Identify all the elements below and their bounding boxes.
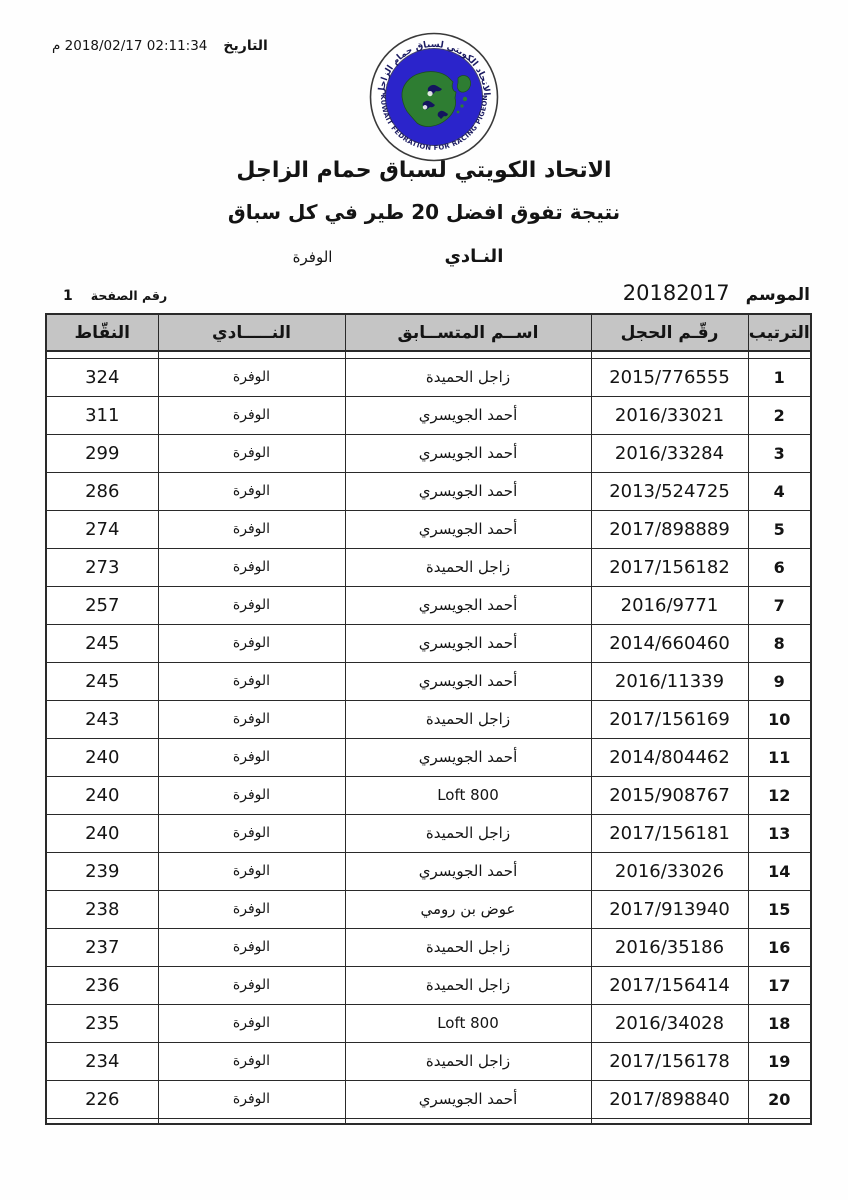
cell-club: الوفرة <box>158 1042 345 1080</box>
cell-club: الوفرة <box>158 510 345 548</box>
cell-club: الوفرة <box>158 890 345 928</box>
cell-club: الوفرة <box>158 966 345 1004</box>
cell-ring-number: 2016/35186 <box>591 928 748 966</box>
cell-competitor-name: عوض بن رومي <box>345 890 591 928</box>
cell-rank: 12 <box>748 776 811 814</box>
header-club: النـــــادي <box>158 314 345 351</box>
cell-club: الوفرة <box>158 1080 345 1118</box>
cell-competitor-name: أحمد الجويسري <box>345 1080 591 1118</box>
header-rank: الترتيب <box>748 314 811 351</box>
cell-points: 235 <box>46 1004 158 1042</box>
cell-ring-number: 2015/908767 <box>591 776 748 814</box>
cell-points: 236 <box>46 966 158 1004</box>
cell-points: 257 <box>46 586 158 624</box>
cell-points: 273 <box>46 548 158 586</box>
table-row <box>46 396 811 434</box>
cell-points: 239 <box>46 852 158 890</box>
cell-club: الوفرة <box>158 1004 345 1042</box>
cell-competitor-name: زاجل الحميدة <box>345 928 591 966</box>
cell-ring-number: 2016/33021 <box>591 396 748 434</box>
cell-club: الوفرة <box>158 358 345 396</box>
cell-rank: 13 <box>748 814 811 852</box>
cell-ring-number: 2017/156414 <box>591 966 748 1004</box>
cell-ring-number: 2016/33284 <box>591 434 748 472</box>
table-row <box>46 966 811 1004</box>
table-header-row <box>46 314 811 351</box>
cell-points: 274 <box>46 510 158 548</box>
table-row <box>46 890 811 928</box>
table-row <box>46 548 811 586</box>
cell-competitor-name: أحمد الجويسري <box>345 472 591 510</box>
cell-ring-number: 2015/776555 <box>591 358 748 396</box>
cell-competitor-name: Loft 800 <box>345 1004 591 1042</box>
season-page-row <box>45 281 810 305</box>
cell-ring-number: 2016/34028 <box>591 1004 748 1042</box>
cell-points: 245 <box>46 662 158 700</box>
cell-club: الوفرة <box>158 624 345 662</box>
result-title: نتيجة تفوق افضل 20 طير في كل سباق <box>227 200 621 224</box>
cell-competitor-name: أحمد الجويسري <box>345 852 591 890</box>
table-row <box>46 776 811 814</box>
cell-points: 237 <box>46 928 158 966</box>
cell-club: الوفرة <box>158 662 345 700</box>
cell-club: الوفرة <box>158 434 345 472</box>
cell-rank: 5 <box>748 510 811 548</box>
cell-ring-number: 2017/898889 <box>591 510 748 548</box>
cell-club: الوفرة <box>158 548 345 586</box>
page-number-label: رقم الصفحة <box>90 288 168 303</box>
cell-points: 299 <box>46 434 158 472</box>
federation-logo <box>368 31 500 163</box>
table-row <box>46 472 811 510</box>
table-row <box>46 434 811 472</box>
cell-rank: 8 <box>748 624 811 662</box>
cell-club: الوفرة <box>158 852 345 890</box>
page-number-group <box>45 288 167 304</box>
date-label: التاريخ <box>223 38 268 54</box>
results-body <box>46 358 811 1118</box>
cell-ring-number: 2017/898840 <box>591 1080 748 1118</box>
cell-ring-number: 2014/660460 <box>591 624 748 662</box>
cell-club: الوفرة <box>158 472 345 510</box>
federation-logo-icon <box>368 31 500 163</box>
cell-ring-number: 2017/156181 <box>591 814 748 852</box>
cell-points: 286 <box>46 472 158 510</box>
cell-ring-number: 2016/33026 <box>591 852 748 890</box>
header-ring-number: رقّـم الحجل <box>591 314 748 351</box>
cell-ring-number: 2016/11339 <box>591 662 748 700</box>
cell-ring-number: 2017/156169 <box>591 700 748 738</box>
club-label: النـادي <box>444 246 504 267</box>
header-gap-row <box>46 351 811 358</box>
cell-points: 238 <box>46 890 158 928</box>
cell-points: 240 <box>46 738 158 776</box>
cell-club: الوفرة <box>158 586 345 624</box>
cell-points: 243 <box>46 700 158 738</box>
club-line <box>0 246 822 267</box>
cell-ring-number: 2017/156182 <box>591 548 748 586</box>
cell-rank: 9 <box>748 662 811 700</box>
season-value: 20182017 <box>622 281 730 305</box>
federation-title: الاتحاد الكويتي لسباق حمام الزاجل <box>236 158 612 183</box>
date-line <box>52 38 268 54</box>
cell-points: 245 <box>46 624 158 662</box>
header-points: النقّاط <box>46 314 158 351</box>
cell-club: الوفرة <box>158 396 345 434</box>
cell-rank: 3 <box>748 434 811 472</box>
cell-ring-number: 2013/524725 <box>591 472 748 510</box>
cell-competitor-name: زاجل الحميدة <box>345 358 591 396</box>
table-row <box>46 510 811 548</box>
cell-rank: 7 <box>748 586 811 624</box>
cell-competitor-name: زاجل الحميدة <box>345 966 591 1004</box>
cell-club: الوفرة <box>158 928 345 966</box>
cell-rank: 16 <box>748 928 811 966</box>
header-competitor-name: اســم المتســابق <box>345 314 591 351</box>
cell-club: الوفرة <box>158 700 345 738</box>
season-group <box>615 281 810 305</box>
cell-rank: 15 <box>748 890 811 928</box>
cell-competitor-name: أحمد الجويسري <box>345 738 591 776</box>
cell-club: الوفرة <box>158 776 345 814</box>
table-row <box>46 624 811 662</box>
table-row <box>46 358 811 396</box>
date-value: 02:11:34 2018/02/17 م <box>52 38 208 54</box>
table-row <box>46 738 811 776</box>
cell-competitor-name: أحمد الجويسري <box>345 586 591 624</box>
cell-competitor-name: أحمد الجويسري <box>345 510 591 548</box>
page-number-value: 1 <box>63 288 73 304</box>
table-row <box>46 1080 811 1118</box>
cell-rank: 18 <box>748 1004 811 1042</box>
cell-rank: 4 <box>748 472 811 510</box>
logo-english-text: KUWAIT FEDRATION FOR RACING PIGEON <box>378 94 490 153</box>
cell-competitor-name: أحمد الجويسري <box>345 434 591 472</box>
cell-rank: 20 <box>748 1080 811 1118</box>
cell-ring-number: 2017/156178 <box>591 1042 748 1080</box>
cell-competitor-name: زاجل الحميدة <box>345 548 591 586</box>
cell-rank: 10 <box>748 700 811 738</box>
cell-rank: 17 <box>748 966 811 1004</box>
cell-points: 324 <box>46 358 158 396</box>
cell-competitor-name: أحمد الجويسري <box>345 662 591 700</box>
results-table <box>45 313 812 1125</box>
cell-points: 240 <box>46 776 158 814</box>
table-end-row <box>46 1118 811 1124</box>
cell-ring-number: 2016/9771 <box>591 586 748 624</box>
cell-rank: 19 <box>748 1042 811 1080</box>
table-row <box>46 928 811 966</box>
cell-competitor-name: Loft 800 <box>345 776 591 814</box>
cell-points: 311 <box>46 396 158 434</box>
cell-ring-number: 2014/804462 <box>591 738 748 776</box>
season-label: الموسم <box>745 285 810 305</box>
table-row <box>46 1004 811 1042</box>
cell-competitor-name: أحمد الجويسري <box>345 624 591 662</box>
table-row <box>46 662 811 700</box>
cell-ring-number: 2017/913940 <box>591 890 748 928</box>
cell-points: 240 <box>46 814 158 852</box>
logo-arabic-text: الاتحاد الكويتي لسباق حمام الزاجل <box>376 39 491 96</box>
table-row <box>46 586 811 624</box>
cell-rank: 1 <box>748 358 811 396</box>
cell-competitor-name: زاجل الحميدة <box>345 814 591 852</box>
cell-club: الوفرة <box>158 814 345 852</box>
cell-competitor-name: أحمد الجويسري <box>345 396 591 434</box>
table-row <box>46 814 811 852</box>
table-row <box>46 852 811 890</box>
table-row <box>46 1042 811 1080</box>
cell-rank: 2 <box>748 396 811 434</box>
table-row <box>46 700 811 738</box>
cell-rank: 11 <box>748 738 811 776</box>
cell-competitor-name: زاجل الحميدة <box>345 1042 591 1080</box>
cell-club: الوفرة <box>158 738 345 776</box>
cell-competitor-name: زاجل الحميدة <box>345 700 591 738</box>
cell-rank: 14 <box>748 852 811 890</box>
club-value: الوفرة <box>292 248 333 266</box>
cell-points: 234 <box>46 1042 158 1080</box>
cell-points: 226 <box>46 1080 158 1118</box>
cell-rank: 6 <box>748 548 811 586</box>
